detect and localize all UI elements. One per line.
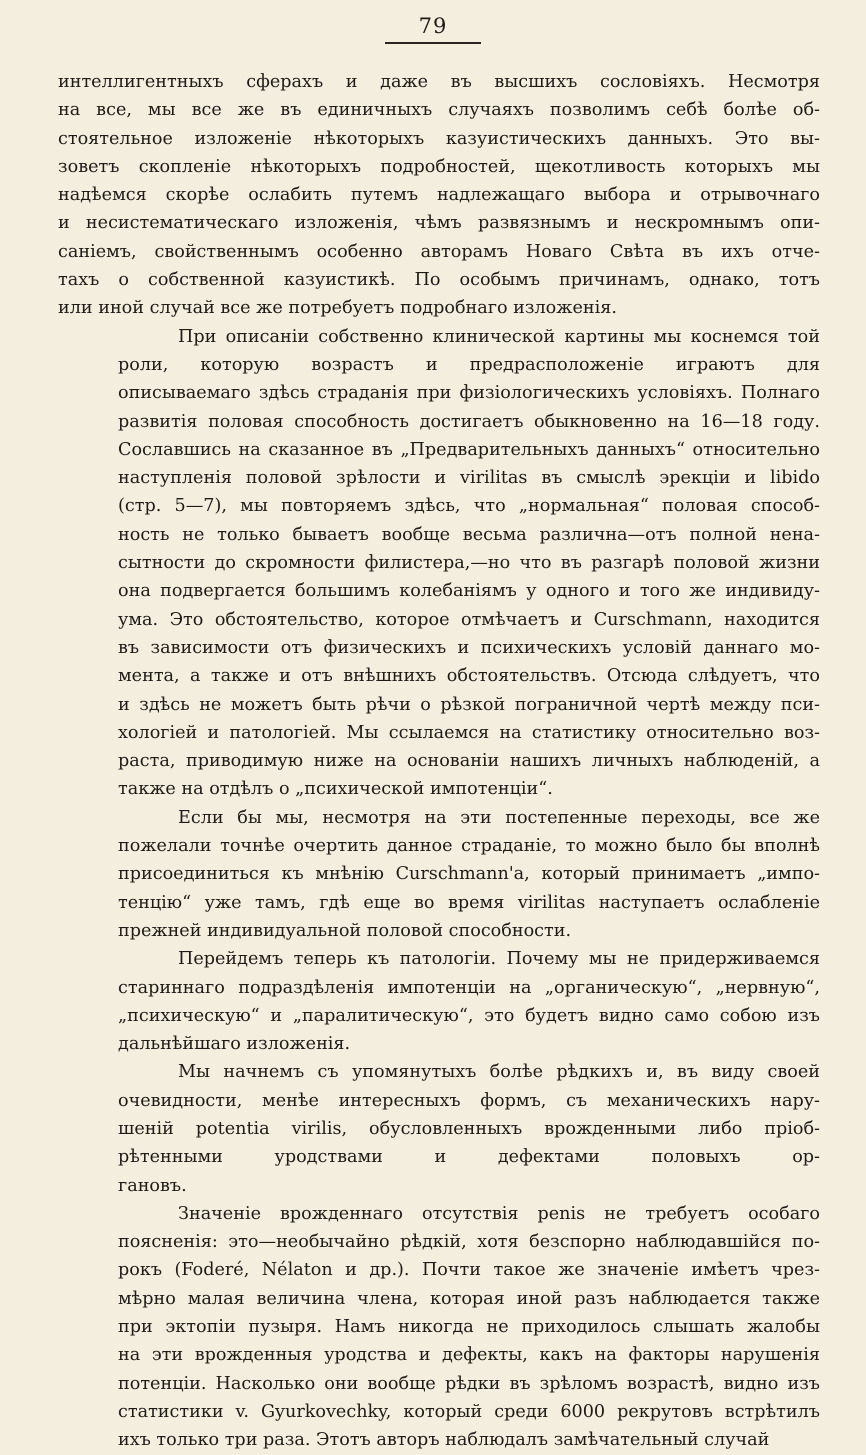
text-line: интеллигентныхъ сферахъ и даже въ высшихъ сословіяхъ. Несмотря: [58, 72, 820, 92]
text-line: мента, а также и отъ внѣшнихъ обстоятельствъ. Отсюда слѣдуетъ, что: [118, 666, 820, 687]
paragraph: [58, 804, 820, 945]
text-line: „психическую“ и „паралитическую“, это будетъ видно само собою изъ: [118, 1005, 820, 1026]
text-line: роли, которую возрастъ и предрасположеніе играютъ для: [118, 354, 820, 375]
text-line: на все, мы все же въ единичныхъ случаяхъ позволимъ себѣ болѣе об-: [58, 100, 820, 121]
text-line: раста, приводимую ниже на основаніи нашихъ личныхъ наблюденій, а: [118, 751, 820, 772]
text-line: саніемъ, свойственнымъ особенно авторамъ Новаго Свѣта въ ихъ отче-: [58, 241, 820, 262]
text-line: рокъ (Foderé, Nélaton и др.). Почти такое же значеніе имѣетъ чрез-: [118, 1260, 820, 1281]
page-number: 79: [418, 14, 448, 38]
text-line: (стр. 5—7), мы повторяемъ здѣсь, что „нормальная“ половая способ-: [118, 496, 820, 517]
text-line: и здѣсь не можетъ быть рѣчи о рѣзкой пограничной чертѣ между пси-: [118, 694, 820, 715]
text-line: Мы начнемъ съ упомянутыхъ болѣе рѣдкихъ и, въ виду своей: [178, 1062, 820, 1083]
text-line: тахъ о собственной казуистикѣ. По особымъ причинамъ, однако, тотъ: [58, 270, 820, 291]
text-line: ума. Это обстоятельство, которое отмѣчаетъ и Curschmann, находится: [118, 609, 820, 630]
text-line: и несистематическаго изложенія, чѣмъ развязнымъ и нескромнымъ опи-: [58, 213, 820, 234]
text-line: сытности до скромности филистера,—но что въ разгарѣ половой жизни: [118, 553, 820, 574]
text-line: при эктопіи пузыря. Намъ никогда не приходилось слышать жалобы: [118, 1317, 820, 1338]
text-line: хологіей и патологіей. Мы ссылаемся на статистику относительно воз-: [118, 722, 820, 743]
paragraph: [58, 1058, 820, 1199]
text-line: или иной случай все же потребуетъ подробнаго изложенія.: [58, 298, 617, 319]
paragraph: [58, 945, 820, 1058]
text-line: дальнѣйшаго изложенія.: [118, 1034, 351, 1055]
text-line: Значеніе врожденнаго отсутствія penis не требуетъ особаго: [178, 1203, 820, 1224]
paragraph: [58, 68, 820, 323]
text-line: стоятельное изложеніе нѣкоторыхъ казуистическихъ данныхъ. Это вы-: [58, 128, 820, 149]
text-line: Сославшись на сказанное въ „Предварительныхъ данныхъ“ относительно: [118, 439, 820, 460]
text-line: также на отдѣлъ о „психической импотенціи“.: [118, 779, 553, 800]
text-line: тенцію“ уже тамъ, гдѣ еще во время virilitas наступаетъ ослабленіе: [118, 892, 820, 913]
text-line: прежней индивидуальной половой способности.: [118, 920, 572, 941]
text-line: При описаніи собственно клинической картины мы коснемся той: [178, 326, 820, 347]
text-line: гановъ.: [118, 1175, 187, 1196]
text-line: Если бы мы, несмотря на эти постепенные переходы, все же: [178, 807, 820, 828]
text-line: развитія половая способность достигаетъ обыкновенно на 16—18 году.: [118, 411, 820, 432]
text-line: наступленія половой зрѣлости и virilitas въ смыслѣ эрекціи и libido: [118, 468, 820, 489]
text-line: мѣрно малая величина члена, которая иной разъ наблюдается также: [118, 1288, 820, 1309]
text-line: ность не только бываетъ вообще весьма различна—отъ полной нена-: [118, 524, 820, 545]
text-line: шеній potentia virilis, обусловленныхъ врожденными либо пріоб-: [118, 1118, 820, 1139]
text-line: рѣтенными уродствами и дефектами половыхъ ор-: [118, 1147, 820, 1168]
header-rule: [385, 42, 481, 44]
text-line: Перейдемъ теперь къ патологіи. Почему мы не придерживаемся: [178, 949, 820, 970]
text-line: описываемаго здѣсь страданія при физіологическихъ условіяхъ. Полнаго: [118, 383, 820, 404]
text-line: надѣемся скорѣе ослабить путемъ надлежащаго выбора и отрывочнаго: [58, 185, 820, 206]
text-line: стариннаго подраздѣленія импотенціи на „органическую“, „нервную“,: [118, 977, 820, 998]
text-line: въ зависимости отъ физическихъ и психическихъ условій даннаго мо-: [118, 637, 820, 658]
body-text: [58, 68, 820, 1455]
text-line: статистики v. Gyurkovechky, который среди 6000 рекрутовъ встрѣтилъ: [118, 1401, 820, 1422]
text-line: очевидности, менѣе интересныхъ формъ, съ механическихъ нару-: [118, 1090, 820, 1111]
text-line: поясненія: это—необычайно рѣдкій, хотя безспорно наблюдавшійся по-: [118, 1232, 820, 1253]
text-line: зоветъ скопленіе нѣкоторыхъ подробностей, щекотливость которыхъ мы: [58, 156, 820, 177]
page-header: [0, 14, 866, 38]
text-line: на эти врожденныя уродства и дефекты, какъ на факторы нарушенія: [118, 1345, 820, 1366]
text-line: потенціи. Насколько они вообще рѣдки въ зрѣломъ возрастѣ, видно изъ: [118, 1373, 820, 1394]
text-line: ихъ только три раза. Этотъ авторъ наблюдалъ замѣчательный случай: [118, 1430, 770, 1451]
text-line: пожелали точнѣе очертить данное страданіе, то можно было бы вполнѣ: [118, 836, 820, 857]
text-line: она подвергается большимъ колебаніямъ у одного и того же индивиду-: [118, 581, 820, 602]
text-line: присоединиться къ мнѣнію Curschmann'a, который принимаетъ „импо-: [118, 864, 820, 885]
paragraph: [58, 1200, 820, 1455]
paragraph: [58, 323, 820, 804]
